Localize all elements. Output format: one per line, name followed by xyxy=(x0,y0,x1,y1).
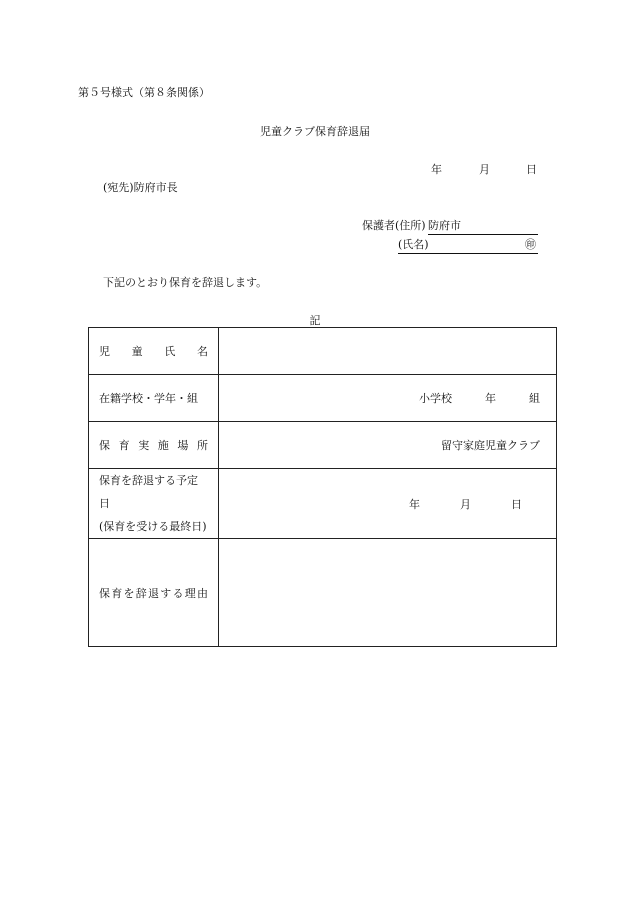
form-table xyxy=(88,327,557,647)
date-year-label: 年 xyxy=(431,163,442,176)
document-title: 児童クラブ保育辞退届 xyxy=(260,125,370,138)
guardian-name-field[interactable]: (氏名) xyxy=(398,236,538,254)
child-name-label: 児 童 氏 名 xyxy=(89,328,219,375)
guardian-address-label: 保護者(住所) xyxy=(362,219,426,232)
addressee: (宛先)防府市長 xyxy=(103,181,178,194)
reason-field[interactable] xyxy=(219,539,557,647)
form-number: 第５号様式（第８条関係） xyxy=(78,86,210,99)
table-row-school xyxy=(89,375,557,422)
date-month-label: 月 xyxy=(479,163,490,176)
location-field[interactable]: 留守家庭児童クラブ xyxy=(219,422,557,469)
end-date-label: 保育を辞退する予定日 (保育を受ける最終日) xyxy=(89,469,219,539)
table-row-end-date xyxy=(89,469,557,539)
school-field[interactable]: 小学校 年 組 xyxy=(219,375,557,422)
guardian-address-field[interactable]: 防府市 xyxy=(428,217,538,235)
school-label: 在籍学校・学年・組 xyxy=(89,375,219,422)
intro-text: 下記のとおり保育を辞退します。 xyxy=(103,276,268,289)
table-row-location xyxy=(89,422,557,469)
ki-heading: 記 xyxy=(309,314,321,327)
table-row-child-name xyxy=(89,328,557,375)
child-name-field[interactable] xyxy=(219,328,557,375)
reason-label: 保 育 を 辞 退 す る 理 由 xyxy=(89,539,219,647)
location-label: 保 育 実 施 場 所 xyxy=(89,422,219,469)
date-day-label: 日 xyxy=(526,163,537,176)
table-row-reason xyxy=(89,539,557,647)
end-date-field[interactable]: 年 月 日 xyxy=(219,469,557,539)
seal-mark: ㊞ xyxy=(525,238,536,251)
